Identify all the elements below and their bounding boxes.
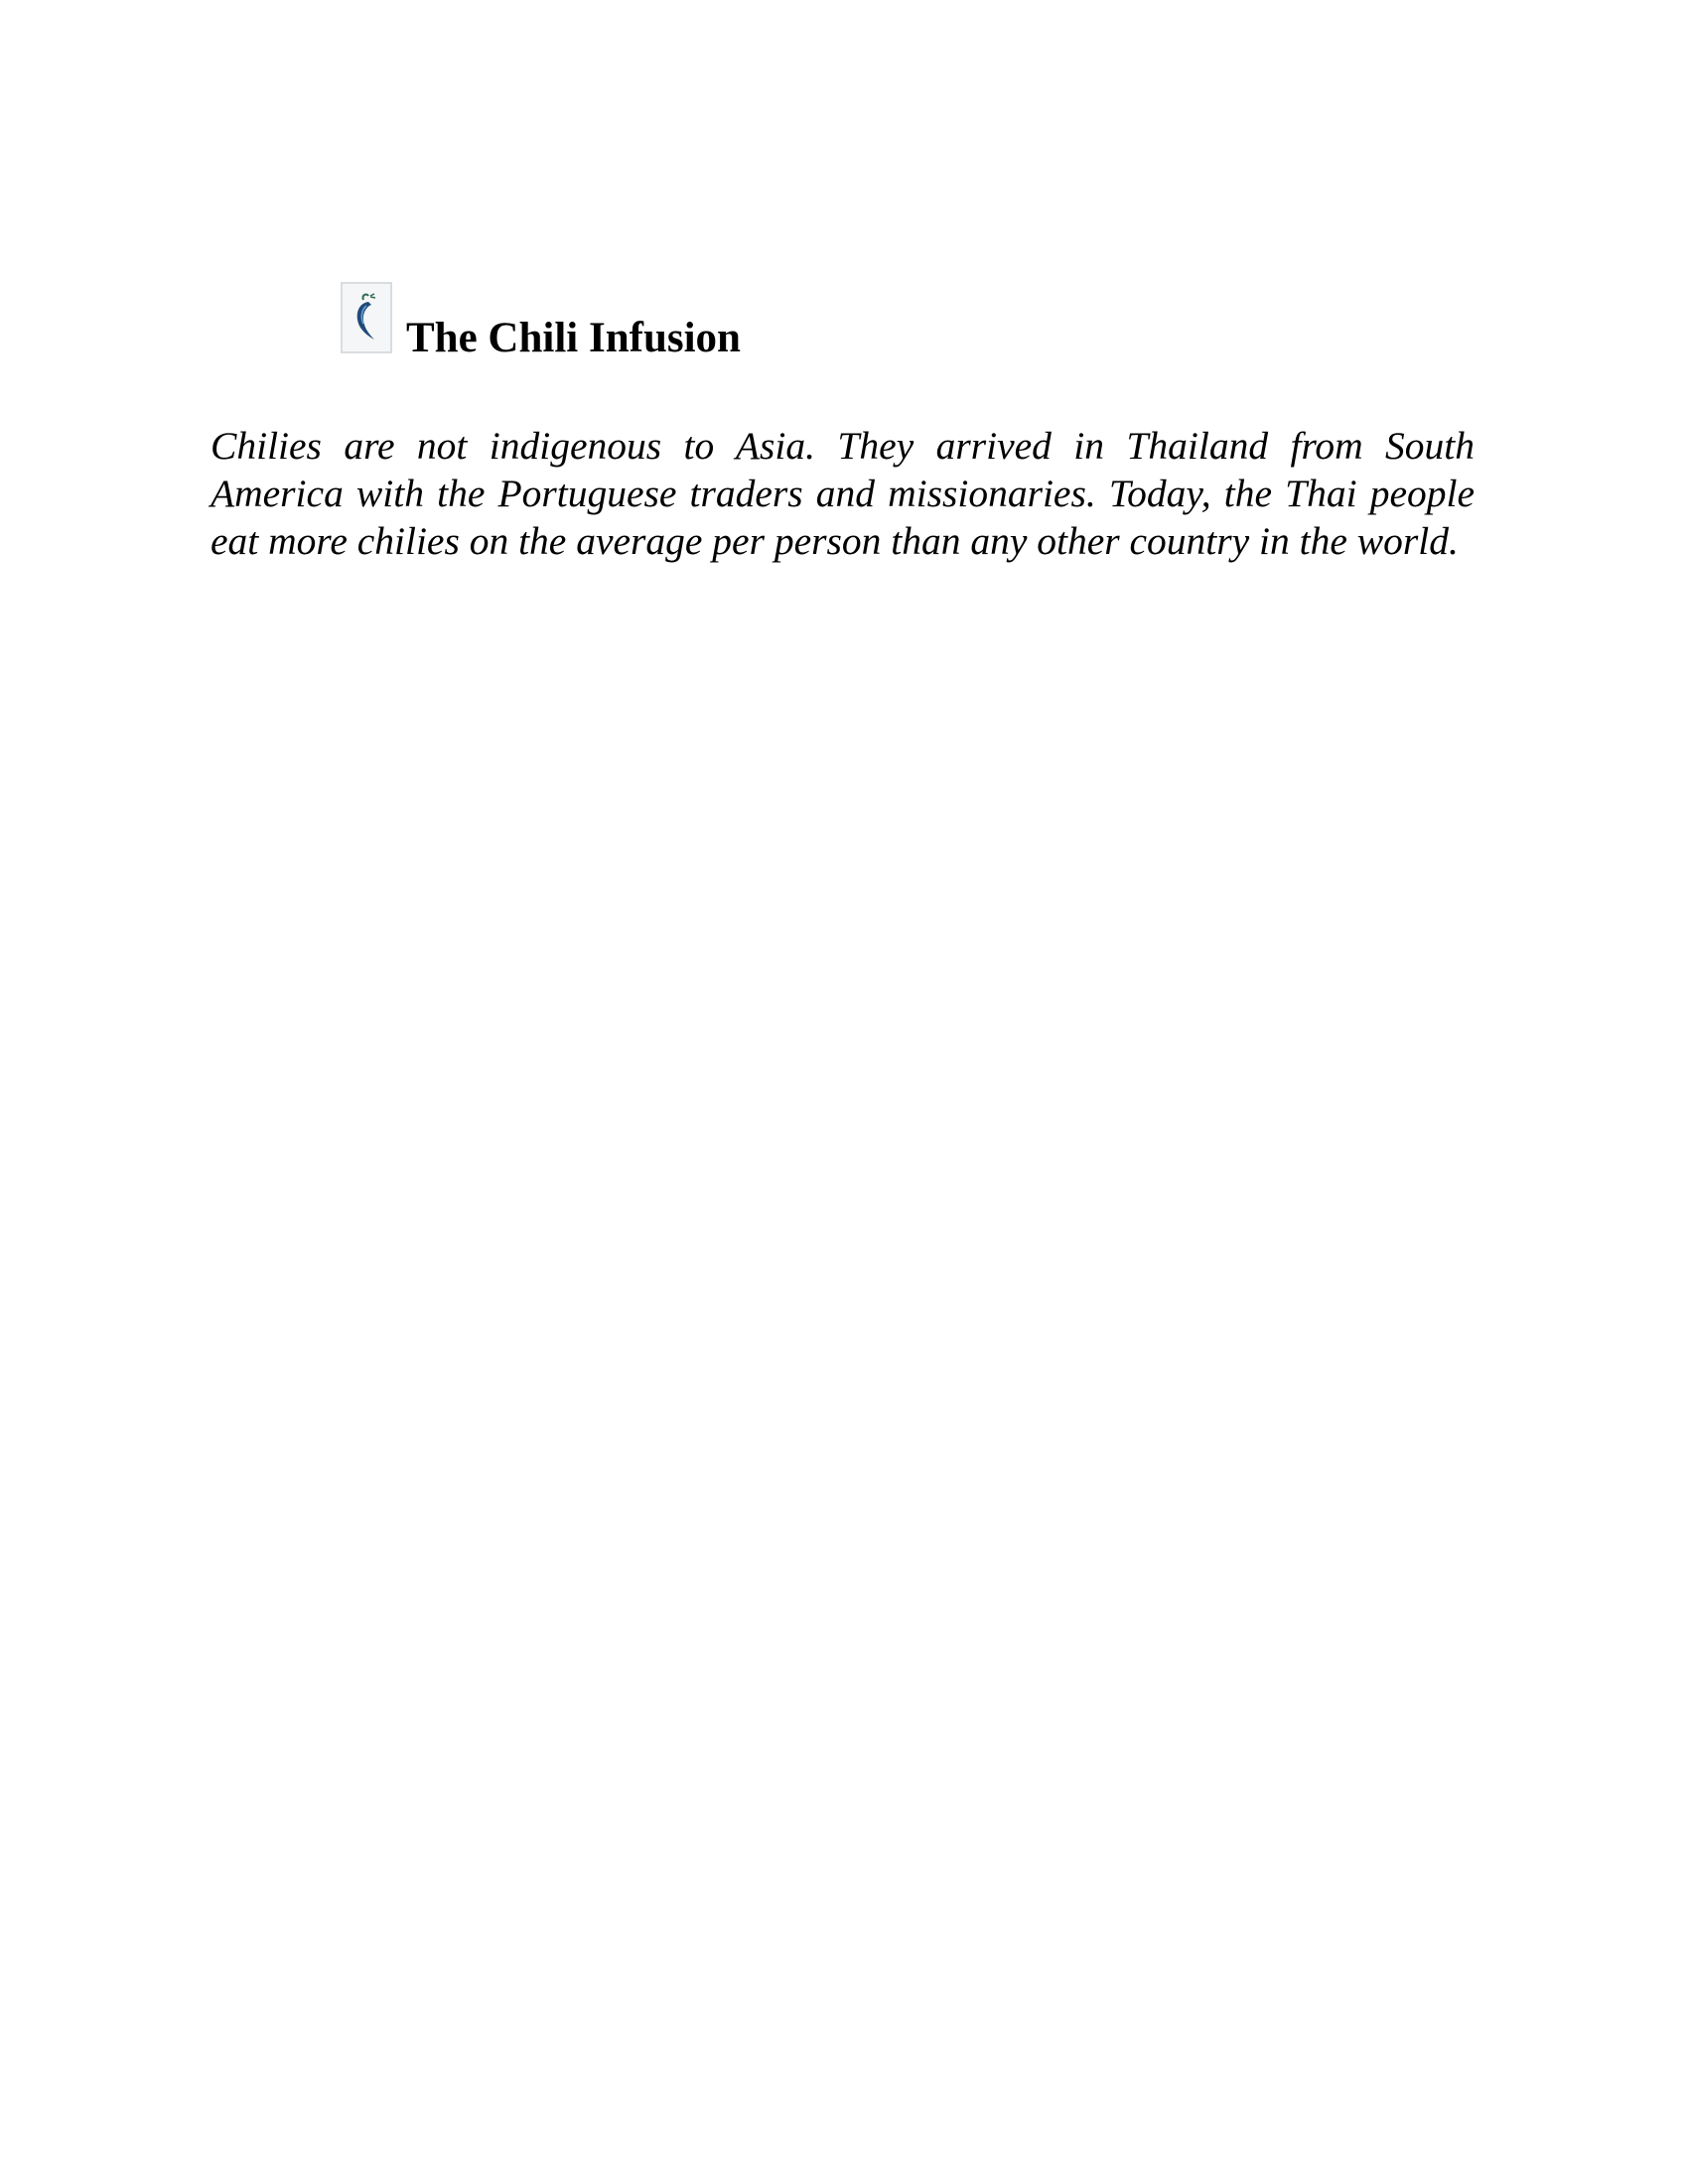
chili-pepper-icon (341, 282, 392, 353)
body-paragraph: Chilies are not indigenous to Asia. They arrived in Thailand from South America with the Portuguese traders and missionaries. Today, the Thai people eat more chilies on the average per person than any other country in the world. (211, 424, 1475, 563)
page-title: The Chili Infusion (406, 315, 741, 361)
title-row (341, 280, 741, 359)
